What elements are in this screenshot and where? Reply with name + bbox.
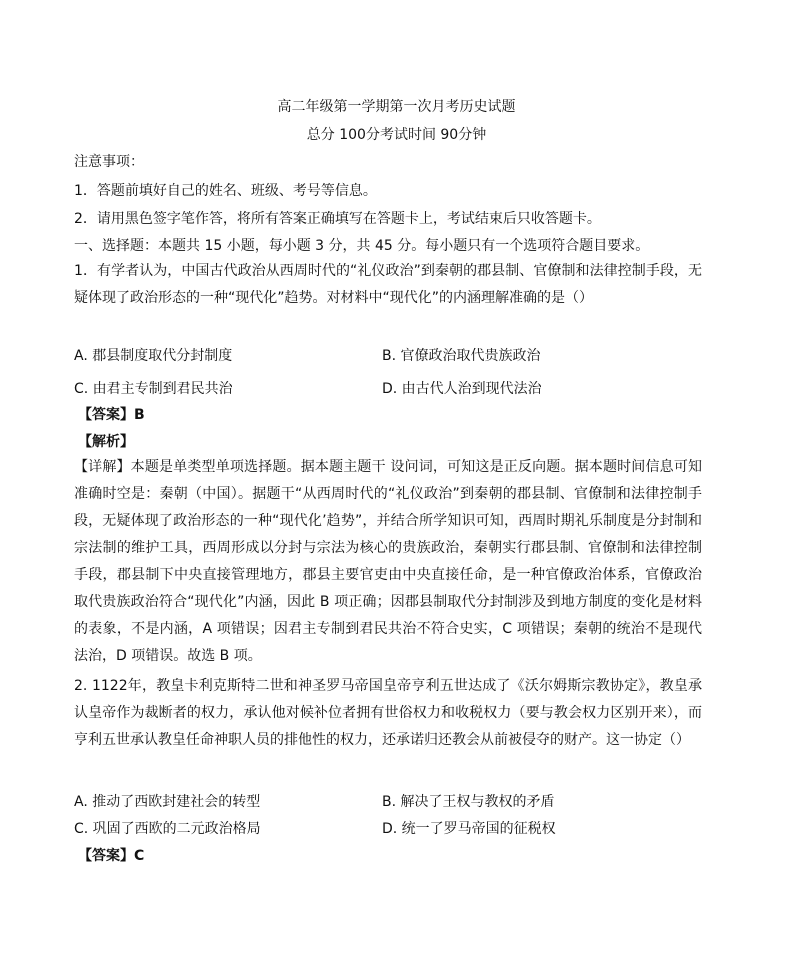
- question-2-option-b: B. 解决了王权与教权的矛盾: [382, 794, 555, 810]
- notice-item-2: 2．请用黑色签字笔作答，将所有答案正确填写在答题卡上，考试结束后只收答题卡。: [74, 211, 601, 227]
- page-title: 高二年级第一学期第一次月考历史试题: [277, 99, 516, 115]
- question-2-stem: 2. 1122年，教皇卡利克斯特二世和神圣罗马帝国皇帝亨利五世达成了《沃尔姆斯宗教协定》，教皇承认皇帝作为裁断者的权力，承认他对候补位者拥有世俗权力和收税权力（要与教会权力区别开来），而亨利五世承认教皇任命神职人员的排他性的权力，还承诺归还教会从前被侵夺的财产。这一协定（）: [74, 678, 702, 748]
- question-1-option-c: C. 由君主专制到君民共治: [74, 381, 233, 397]
- section-heading: 一、选择题：本题共 15 小题，每小题 3 分，共 45 分。每小题只有一个选项符合题目要求。: [74, 238, 650, 254]
- question-1-stem: 1．有学者认为，中国古代政治从西周时代的“礼仪政治”到秦朝的郡县制、官僚制和法律控制手段，无疑体现了政治形态的一种“现代化”趋势。对材料中“现代化”的内涵理解准确的是（）: [74, 263, 702, 306]
- notice-heading: 注意事项：: [74, 154, 144, 170]
- question-1-option-d: D. 由古代人治到现代法治: [382, 381, 542, 397]
- question-2-option-a: A. 推动了西欧封建社会的转型: [74, 794, 261, 810]
- question-2-answer: 【答案】C: [78, 848, 145, 864]
- question-1-analysis-label: 【解析】: [78, 434, 134, 450]
- notice-item-1: 1．答题前填好自己的姓名、班级、考号等信息。: [74, 183, 377, 199]
- question-1-option-b: B. 官僚政治取代贵族政治: [382, 348, 541, 364]
- question-1-detail: 【详解】本题是单类型单项选择题。据本题主题干 设问词，可知这是正反向题。据本题时间信息可知准确时空是：秦朝（中国）。据题干“从西周时代的“礼仪政治”到秦朝的郡县制、官僚制和法律控制手段，无疑体现了政治形态的一种“现代化’趋势”，并结合所学知识可知，西周时期礼乐制度是分封制和宗法制的维护工具，西周形成以分封与宗法为核心的贵族政治，秦朝实行郡县制、官僚制和法律控制手段，郡县制下中央直接管理地方，郡县主要官吏由中央直接任命，是一种官僚政治体系，官僚政治取代贵族政治符合“现代化”内涵，因此 B 项正确；因郡县制取代分封制涉及到地方制度的变化是材料的表象，不是内涵，A 项错误；因君主专制到君民共治不符合史实，C 项错误；秦朝的统治不是现代法治，D 项错误。故选 B 项。: [74, 459, 702, 664]
- question-1-answer: 【答案】B: [78, 407, 145, 423]
- question-2-option-c: C. 巩固了西欧的二元政治格局: [74, 821, 261, 837]
- question-2-option-d: D. 统一了罗马帝国的征税权: [382, 821, 556, 837]
- page-subtitle: 总分 100分考试时间 90分钟: [306, 127, 487, 143]
- question-1-option-a: A. 郡县制度取代分封制度: [74, 348, 233, 364]
